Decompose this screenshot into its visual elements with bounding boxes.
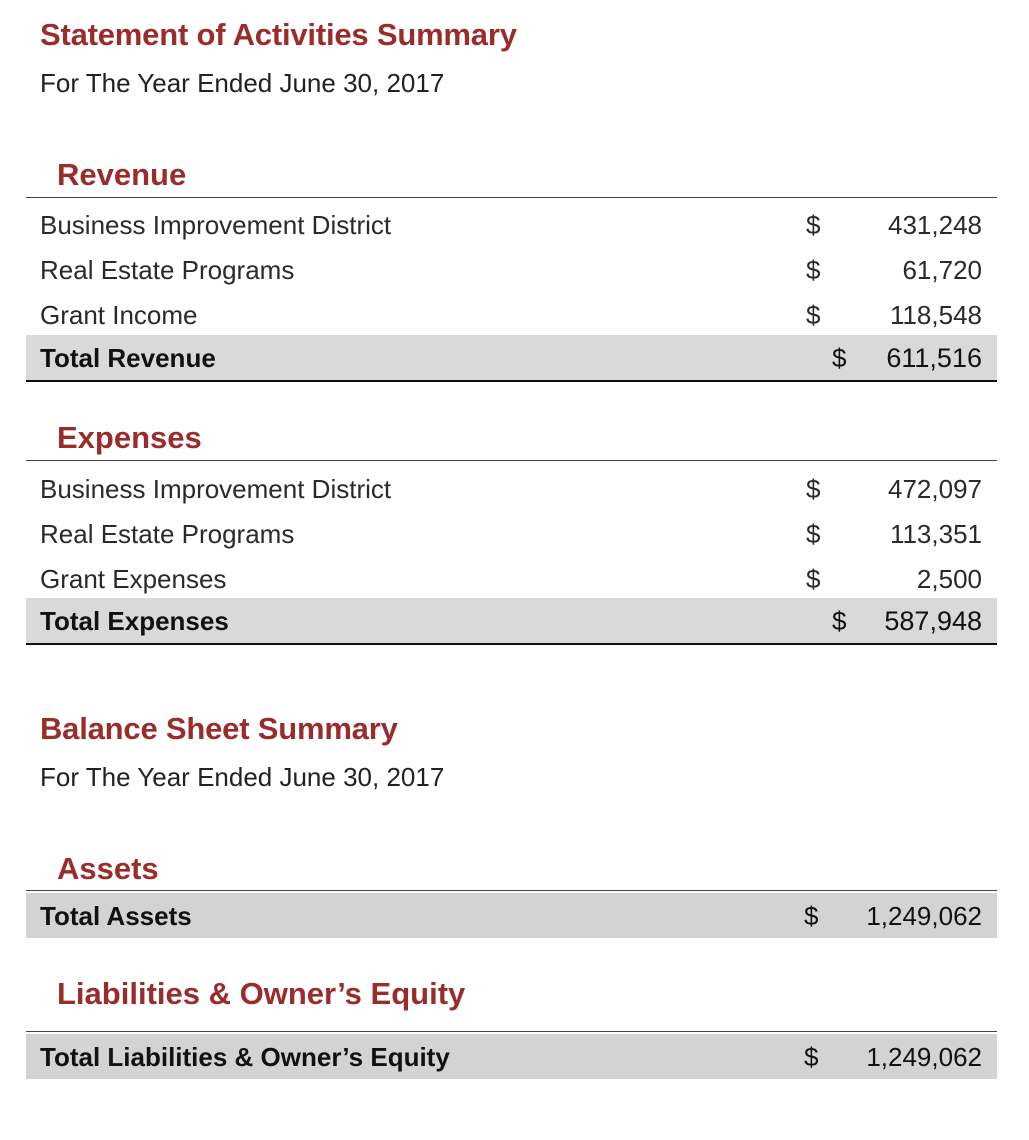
currency-symbol: $ — [806, 564, 821, 594]
expenses-top-rule — [26, 460, 997, 461]
expense-row — [26, 556, 997, 601]
total-amount: 587,948 — [884, 606, 982, 636]
revenue-row — [26, 292, 997, 337]
row-label: Real Estate Programs — [40, 255, 295, 285]
total-amount: 1,249,062 — [866, 901, 982, 931]
currency-symbol: $ — [806, 300, 821, 330]
currency-symbol: $ — [806, 210, 821, 240]
currency-symbol: $ — [832, 343, 847, 373]
expense-row — [26, 466, 997, 511]
row-label: Grant Income — [40, 300, 198, 330]
revenue-row — [26, 247, 997, 292]
total-revenue-row — [26, 335, 997, 380]
assets-heading: Assets — [57, 851, 159, 886]
currency-symbol: $ — [804, 901, 819, 931]
liabilities-heading: Liabilities & Owner’s Equity — [57, 976, 466, 1011]
total-label: Total Expenses — [40, 606, 229, 636]
row-amount: 113,351 — [889, 519, 982, 549]
row-label: Real Estate Programs — [40, 519, 295, 549]
revenue-bottom-rule — [26, 380, 997, 382]
revenue-heading: Revenue — [57, 157, 187, 192]
assets-top-rule — [26, 890, 997, 891]
total-liabilities-row — [26, 1034, 997, 1079]
balance-title: Balance Sheet Summary — [40, 711, 398, 746]
expenses-heading: Expenses — [57, 420, 202, 455]
revenue-top-rule — [26, 197, 997, 198]
total-expenses-row — [26, 598, 997, 643]
liabilities-top-rule — [26, 1031, 997, 1032]
total-amount: 611,516 — [886, 343, 982, 373]
total-label: Total Revenue — [40, 343, 216, 373]
activities-title: Statement of Activities Summary — [40, 17, 517, 52]
balance-subtitle: For The Year Ended June 30, 2017 — [40, 762, 445, 792]
total-label: Total Liabilities & Owner’s Equity — [40, 1042, 450, 1072]
revenue-row — [26, 202, 997, 247]
currency-symbol: $ — [804, 1042, 819, 1072]
total-assets-row — [26, 893, 997, 938]
total-amount: 1,249,062 — [866, 1042, 982, 1072]
currency-symbol: $ — [832, 606, 847, 636]
row-label: Business Improvement District — [40, 474, 392, 504]
currency-symbol: $ — [806, 519, 821, 549]
activities-subtitle: For The Year Ended June 30, 2017 — [40, 68, 445, 98]
row-amount: 472,097 — [888, 474, 982, 504]
currency-symbol: $ — [806, 255, 821, 285]
expenses-bottom-rule — [26, 643, 997, 645]
row-label: Grant Expenses — [40, 564, 227, 594]
expense-row — [26, 511, 997, 556]
currency-symbol: $ — [806, 474, 821, 504]
row-amount: 61,720 — [902, 255, 982, 285]
row-amount: 431,248 — [888, 210, 982, 240]
row-label: Business Improvement District — [40, 210, 392, 240]
total-label: Total Assets — [40, 901, 192, 931]
row-amount: 2,500 — [916, 564, 982, 594]
row-amount: 118,548 — [889, 300, 982, 330]
